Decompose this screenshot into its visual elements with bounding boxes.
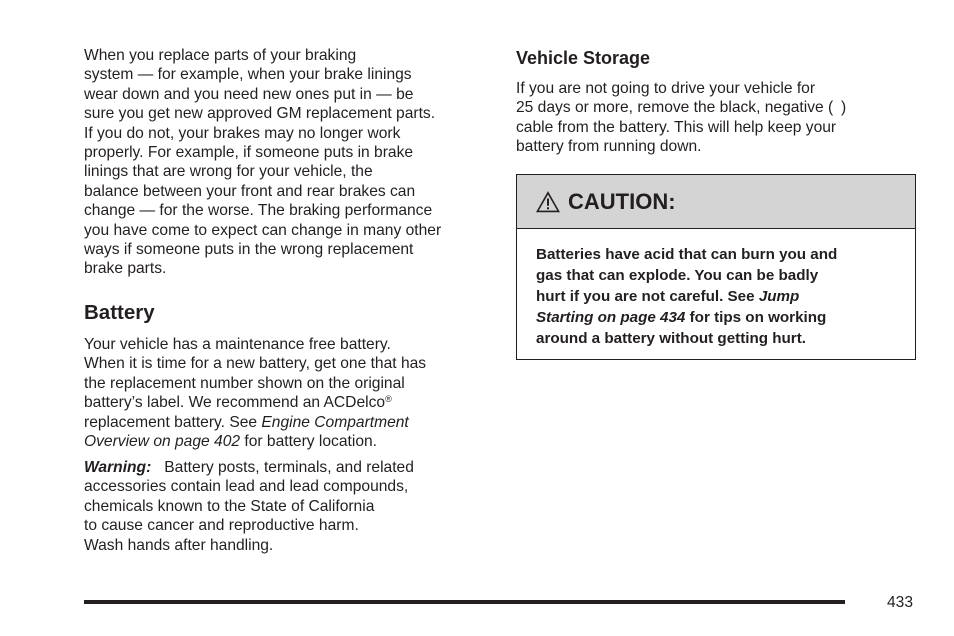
text-line: [84, 413, 426, 432]
text-line: 25 days or more, remove the black, negative ( ): [516, 99, 847, 117]
text-line: gas that can explode. You can be badly: [536, 267, 819, 284]
text-line: the replacement number shown on the original: [84, 374, 405, 392]
text-line: battery from running down.: [516, 138, 702, 156]
text-line: you have come to expect can change in many other: [84, 221, 442, 239]
text-line: When you replace parts of your braking: [84, 47, 357, 64]
registered-mark: ®: [385, 394, 392, 405]
warning-paragraph: [84, 458, 414, 555]
vehicle-storage-heading: Vehicle Storage: [516, 48, 651, 68]
text-line: brake parts.: [84, 260, 167, 278]
text-line: Wash hands after handling.: [84, 536, 274, 554]
brake-parts-paragraph: [84, 46, 441, 279]
text-line: [536, 307, 897, 328]
tips-text: for tips on working: [685, 309, 827, 326]
location-text: for battery location.: [240, 433, 377, 451]
text-line: accessories contain lead and lead compounds,: [84, 478, 409, 496]
text-line: If you do not, your brakes may no longer work: [84, 124, 401, 142]
battery-paragraph: [84, 335, 426, 451]
see-text: hurt if you are not careful. See: [536, 288, 759, 305]
caution-box: [516, 174, 916, 360]
see-text: replacement battery. See: [84, 413, 262, 431]
text-line: [536, 286, 897, 307]
text-line: properly. For example, if someone puts in brake: [84, 144, 414, 162]
text-line: balance between your front and rear brakes can: [84, 182, 416, 200]
caution-body: [517, 229, 915, 349]
text-line: system — for example, when your brake linings: [84, 66, 412, 84]
text-line: cable from the battery. This will help keep your: [516, 118, 837, 136]
text-line: sure you get new approved GM replacement parts.: [84, 105, 436, 123]
jump-starting-link-page[interactable]: Starting on page 434: [536, 309, 686, 326]
text-line: wear down and you need new ones put in — be: [84, 85, 414, 103]
text-line: [84, 432, 426, 451]
text-line: [84, 458, 414, 477]
text-line: chemicals known to the State of California: [84, 497, 375, 515]
warning-label: Warning:: [84, 459, 152, 476]
engine-compartment-link[interactable]: Engine Compartment: [261, 413, 409, 431]
text-line: Batteries have acid that can burn you and: [536, 246, 838, 263]
warning-text: Battery posts, terminals, and related: [164, 459, 414, 476]
text-line: linings that are wrong for your vehicle, the: [84, 163, 373, 181]
warning-triangle-icon: [536, 191, 560, 213]
caution-header: [517, 175, 915, 229]
vehicle-storage-paragraph: [516, 79, 846, 157]
page-number: 433: [887, 594, 914, 611]
text-line: around a battery without getting hurt.: [536, 330, 806, 347]
caution-title: CAUTION:: [568, 188, 676, 214]
text-line: ways if someone puts in the wrong replacement: [84, 241, 414, 259]
jump-starting-link[interactable]: Jump: [758, 288, 800, 305]
acdelco-text: battery’s label. We recommend an ACDelco: [84, 394, 386, 412]
text-line: [84, 393, 426, 412]
text-line: change — for the worse. The braking performance: [84, 202, 433, 220]
text-line: When it is time for a new battery, get one that has: [84, 355, 427, 373]
battery-heading: Battery: [84, 301, 155, 324]
text-line: to cause cancer and reproductive harm.: [84, 517, 359, 535]
footer-rule: [84, 600, 845, 604]
text-line: If you are not going to drive your vehicle for: [516, 80, 816, 97]
text-line: Your vehicle has a maintenance free battery.: [84, 336, 391, 353]
engine-compartment-link-page[interactable]: Overview on page 402: [84, 433, 241, 451]
